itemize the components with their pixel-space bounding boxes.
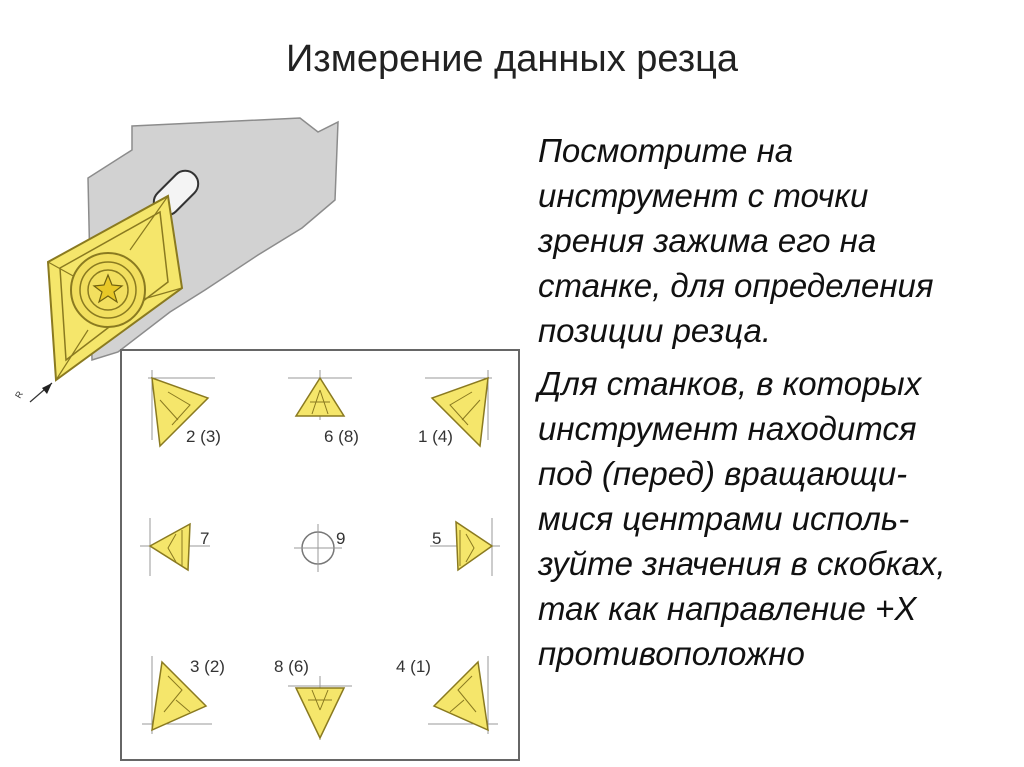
position-label-1-4: 1 (4) bbox=[418, 427, 453, 446]
position-label-2-3: 2 (3) bbox=[186, 427, 221, 446]
position-label-8-6: 8 (6) bbox=[274, 657, 309, 676]
slide-title: Измерение данных резца bbox=[285, 38, 739, 80]
paragraph-bracket-values: Для станков, в которых инструмент находится под (перед) вращающи- мися центрами исполь- зуйте значения в скобках, так как направление +X противоположно bbox=[538, 365, 946, 672]
radius-marker-label: R bbox=[13, 389, 25, 400]
position-label-7: 7 bbox=[200, 529, 210, 548]
position-label-9: 9 bbox=[336, 529, 346, 548]
position-label-4-1: 4 (1) bbox=[396, 657, 431, 676]
explanation-text bbox=[538, 128, 1018, 676]
position-label-3-2: 3 (2) bbox=[190, 657, 225, 676]
position-label-6-8: 6 (8) bbox=[324, 427, 359, 446]
paragraph-view-from-clamp: Посмотрите на инструмент с точки зрения зажима его на станке, для определения позиции резца. bbox=[538, 132, 934, 349]
position-label-5: 5 bbox=[432, 529, 442, 548]
